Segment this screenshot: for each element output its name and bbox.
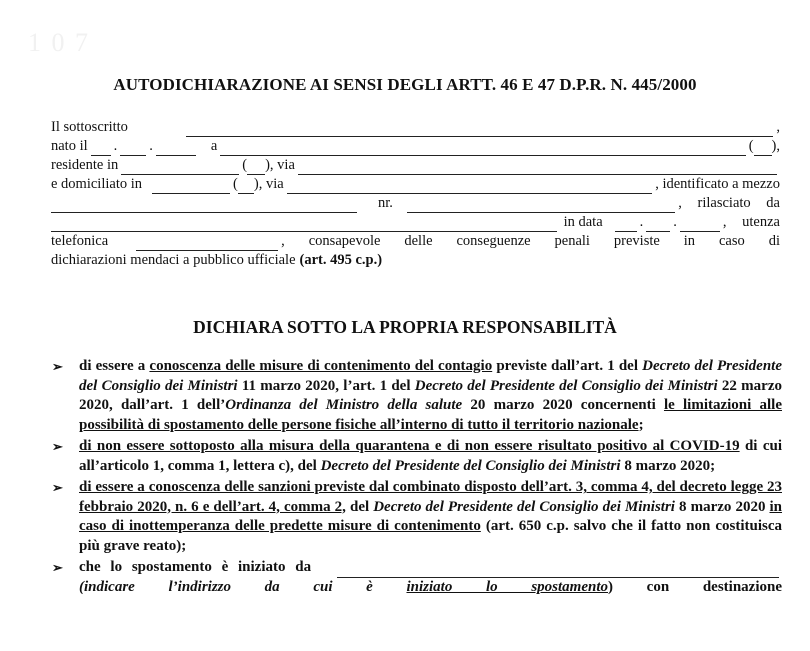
birth-province-blank[interactable] [754,142,772,156]
text: Decreto del Presidente del Consiglio dei Ministri [79,358,782,394]
text: Decreto del Presidente del Consiglio dei Ministri [320,457,621,474]
form-line-domiciliato [51,175,780,194]
text: in caso di inottemperanza delle predette misure di contenimento [79,498,783,534]
domicile-province-blank[interactable] [238,180,254,194]
destination-line [79,578,782,598]
comma: , [776,119,780,135]
utenza-label: , utenza [722,214,780,230]
list-item [50,437,782,476]
text: 20 marzo 2020 concernenti [462,397,664,413]
text: Decreto del Presidente del Consiglio dei Ministri [414,377,718,394]
residence-street-blank[interactable] [298,161,777,175]
issuer-blank[interactable] [51,218,557,232]
residente-label: residente in [51,157,119,173]
text: le limitazioni alle possibilità di spostamento delle persone fisiche all’interno di tutto il territorio nazionale [79,397,782,433]
form-line-documento [51,194,780,213]
nato-label: nato il [51,138,88,154]
background-watermark: 1 0 7 [28,28,90,57]
list-item [50,558,782,597]
issue-year-blank[interactable] [680,218,720,232]
arrow-bullet-icon: ➢ [52,560,63,575]
birth-year-blank[interactable] [156,142,196,156]
list-item [50,357,782,435]
arrow-bullet-icon: ➢ [52,359,63,374]
dichiarazioni-text: dichiarazioni mendaci a pubblico ufficiale [51,252,296,268]
issue-month-blank[interactable] [646,218,670,232]
text: di essere a [79,358,150,374]
residence-city-blank[interactable] [121,161,239,175]
list-item [50,478,782,556]
text: che lo spostamento è iniziato da [79,559,312,575]
paren: ( [748,138,754,154]
form-line-sottoscritto [51,118,780,137]
issue-day-blank[interactable] [615,218,637,232]
text: previste dall’art. 1 del [492,358,643,374]
form-line-nato: nato il . . a ( ), [51,138,780,154]
text: di cui all’articolo 1, comma 1, lettera c), del [79,438,782,474]
declaration-heading: DICHIARA SOTTO LA PROPRIA RESPONSABILITÀ [193,317,617,337]
text: del [345,498,374,515]
start-address-line [79,558,782,578]
consapevole-text: , consapevole delle conseguenze penali previste in caso di [281,233,780,249]
text: ; [638,416,644,433]
start-address-blank[interactable] [337,563,779,578]
text: di essere a conoscenza delle sanzioni previste dal combinato disposto dell’art. 3, comma 4, del decreto legge 23 febbraio 2020, n. 6 e dell’art. 4, comma 2, [79,479,782,515]
birth-place-blank[interactable] [220,142,745,156]
via-label: ), via [253,176,284,192]
telefonica-label: telefonica [51,233,109,249]
document-type-blank[interactable] [51,199,357,213]
in-data-label: in data [563,214,603,230]
declaration-list [50,357,782,599]
text: di non essere sottoposto alla misura della quarantena e di non essere risultato positivo al COVID-19 [79,438,740,454]
text: Decreto del Presidente del Consiglio dei Ministri [373,498,675,515]
nr-label: nr. [378,195,393,211]
phone-blank[interactable] [136,237,278,251]
birth-day-blank[interactable] [91,142,111,156]
text: Ordinanza del Ministro della salute [225,397,463,413]
via-label: ), via [265,157,295,173]
arrow-bullet-icon: ➢ [52,439,63,454]
name-blank[interactable] [186,123,773,137]
arrow-bullet-icon: ➢ [52,480,63,495]
art-495-ref: (art. 495 c.p.) [299,252,383,268]
domiciliato-label: e domiciliato in [51,176,143,192]
form-line-telefonica [51,232,780,251]
text: 8 marzo 2020; [620,457,716,474]
domicile-street-blank[interactable] [287,180,653,194]
text: iniziato lo spostamento [406,578,609,595]
a-label: a [210,138,218,154]
paren: ( [242,157,248,173]
residence-province-blank[interactable] [247,161,265,175]
document-title: AUTODICHIARAZIONE AI SENSI DEGLI ARTT. 46 E 47 D.P.R. N. 445/2000 [113,75,697,94]
rilasciato-label: , rilasciato da [678,195,780,211]
paren: ( [233,176,238,192]
text: ) con destinazione [608,578,783,595]
sottoscritto-label: Il sottoscritto [51,119,128,135]
document-number-blank[interactable] [407,199,675,213]
text: (indicare l’indirizzo da cui è [79,578,407,595]
form-line-residente [51,156,780,175]
text: 22 marzo 2020, dall’art. 1 dell’ [79,377,782,413]
paren: ), [771,138,780,154]
form-line-dichiarazioni [51,251,780,270]
form-line-data: in data . . , utenza [51,213,780,232]
birth-month-blank[interactable] [120,142,146,156]
identificato-label: , identificato a mezzo [655,176,780,192]
text: (art. 650 c.p. salvo che il fatto non costituisca più grave reato); [79,518,782,554]
domicile-city-blank[interactable] [152,180,230,194]
personal-data-form [51,118,780,270]
text: 8 marzo 2020 [674,498,770,515]
text: conoscenza delle misure di contenimento del contagio [149,358,493,374]
text: 11 marzo 2020, l’art. 1 del [237,377,415,394]
